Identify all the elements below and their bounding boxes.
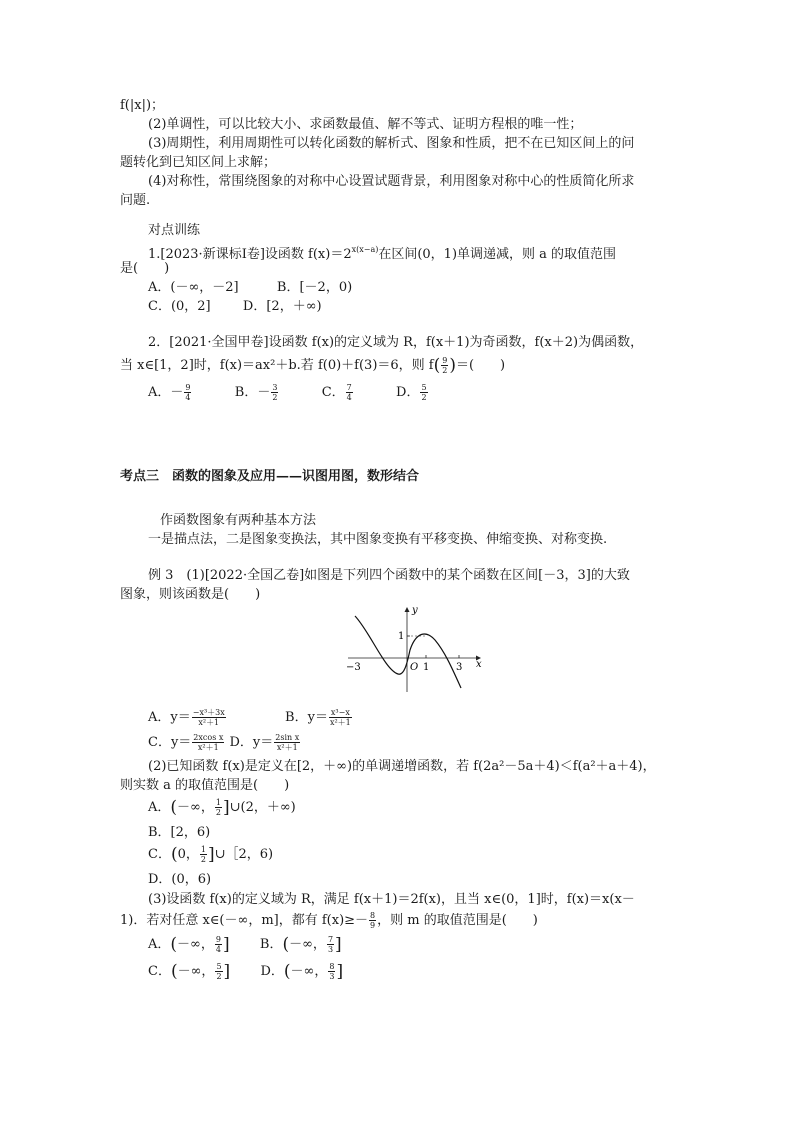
ex3-1-options-row-2 [148,733,301,752]
intro-line-1: f(|x|)； [120,98,165,113]
ex3-2-option-a: A．(－∞， $\frac{1}{2}$ ]∪(2，＋∞) [148,797,296,818]
ex3-1-option-a: A．y＝ $\frac{\text{−x³＋3x}}{\text{x²＋1}}$ [148,708,225,727]
q2-options [148,383,429,402]
ex3-1-option-b: B．y＝ $\frac{\text{x³−x}}{\text{x²＋1}}$ [285,708,351,727]
label-tick-y-1: 1 [398,631,405,642]
q1-pre: 1.[2023·新课标Ⅰ卷]设函数 [148,247,309,262]
intro-line-3: (3)周期性，利用周期性可以转化函数的解析式、图象和性质，把不在已知区间上的问 [148,136,635,151]
q1-exponent: x(x−a) [351,245,379,254]
example3-part3-line-2: 1)．若对任意 x∈(－∞，m]，都有 f(x)≥－ $\frac{8}{9}$ ，则 m 的取值范围是( ) [120,911,538,930]
ex3-1-option-c: C．y＝ $\frac{\text{2xcos x}}{\text{x²＋1}}$ [148,733,224,752]
intro-line-2: (2)单调性，可以比较大小、求函数最值、解不等式、证明方程根的唯一性； [148,117,583,132]
q2-option-a: A．－ $\frac{9}{4}$ [148,383,191,402]
ex3-1-option-d: D．y＝ $\frac{\text{2sin x}}{\text{x²＋1}}$ [229,733,300,752]
ex3-1-options-row-1 [148,708,353,727]
q2-fraction: $\frac{9}{2}$ [442,356,448,375]
label-tick-x-3: 3 [456,662,463,673]
label-origin: O [410,662,419,673]
q2-option-d: D． $\frac{5}{2}$ [396,383,427,402]
q2-line-2-post: ＝( ) [455,358,506,373]
q2-line-2-pre: 当 x∈[1，2]时，f(x)＝ax²＋b.若 f(0)＋f(3)＝6，则 f [120,358,434,373]
q2-line-1: 2．[2021·全国甲卷]设函数 f(x)的定义域为 R，f(x＋1)为奇函数，f(x＋2)为偶函数， [148,335,644,350]
ex3-3-option-a: A．(－∞， $\frac{9}{4}$ ] [148,934,230,955]
function-graph [340,602,490,692]
ex3-3-option-d: D．(－∞， $\frac{8}{3}$ ] [260,961,344,982]
q1-line-2: 是( ) [120,261,170,276]
practice-heading: 对点训练 [148,223,201,238]
q2-line-2: 当 x∈[1，2]时，f(x)＝ax²＋b.若 f(0)＋f(3)＝6，则 f( $\frac{9}{2}$ )＝( ) [120,355,506,376]
example3-part1-line-2: 图象，则该函数是( ) [120,587,261,602]
q1-option-a: A．(－∞，－2] [148,280,239,295]
ex3-2-option-b: B．[2，6) [148,825,211,840]
example3-part2-line-1: (2)已知函数 f(x)是定义在[2，＋∞)的单调递增函数，若 f(2a²－5a＋4)＜f(a²＋a＋4)， [148,759,656,774]
q1-options-row-2 [148,298,322,316]
q1-func: f(x)＝2 [308,247,352,262]
q1-line-1 [148,241,616,264]
q1-option-d: D．[2，＋∞) [242,299,322,314]
ex3-3-options-row-2 [148,962,343,981]
curve [355,616,461,688]
ex3-2-option-d: D．(0，6) [148,872,212,887]
example3-part1-line-1: 例 3 (1)[2022·全国乙卷]如图是下列四个函数中的某个函数在区间[－3，3]的大致 [148,568,630,583]
example3-part3-line-1: (3)设函数 f(x)的定义域为 R，满足 f(x＋1)＝2f(x)，且当 x∈(0，1]时，f(x)＝x(x－ [148,892,635,907]
label-x: x [476,659,482,670]
label-y: y [412,605,418,616]
intro-line-4: 题转化到已知区间上求解； [120,155,277,170]
section-3-title: 考点三 函数的图象及应用——识图用图，数形结合 [120,469,420,484]
intro-line-6: 问题. [120,193,151,208]
ex3-2-option-c: C．(0， $\frac{1}{2}$ ]∪［2，6) [148,844,274,865]
q1-option-b: B．[－2，0) [276,280,353,295]
q1-post: 在区间(0，1)单调递减，则 a 的取值范围 [378,247,617,262]
y-axis-arrow [405,607,410,612]
q1-option-c: C．(0，2] [148,299,211,314]
label-tick-x-neg3: −3 [346,662,361,673]
q2-option-c: C． $\frac{7}{4}$ [321,383,352,402]
label-tick-x-1: 1 [423,662,430,673]
ex3-3-options-row-1 [148,935,342,954]
method-line-1: 作函数图象有两种基本方法 [160,513,317,528]
example3-part2-line-2: 则实数 a 的取值范围是( ) [120,778,290,793]
q2-option-b: B．－ $\frac{3}{2}$ [234,383,278,402]
method-line-2: 一是描点法，二是图象变换法，其中图象变换有平移变换、伸缩变换、对称变换. [148,532,608,547]
ex3-3-option-c: C．(－∞， $\frac{5}{2}$ ] [148,961,231,982]
q1-options-row-1 [148,279,352,297]
intro-line-5: (4)对称性，常围绕图象的对称中心设置试题背景，利用图象对称中心的性质简化所求 [148,174,635,189]
ex3-3-option-b: B．(－∞， $\frac{7}{3}$ ] [259,934,342,955]
